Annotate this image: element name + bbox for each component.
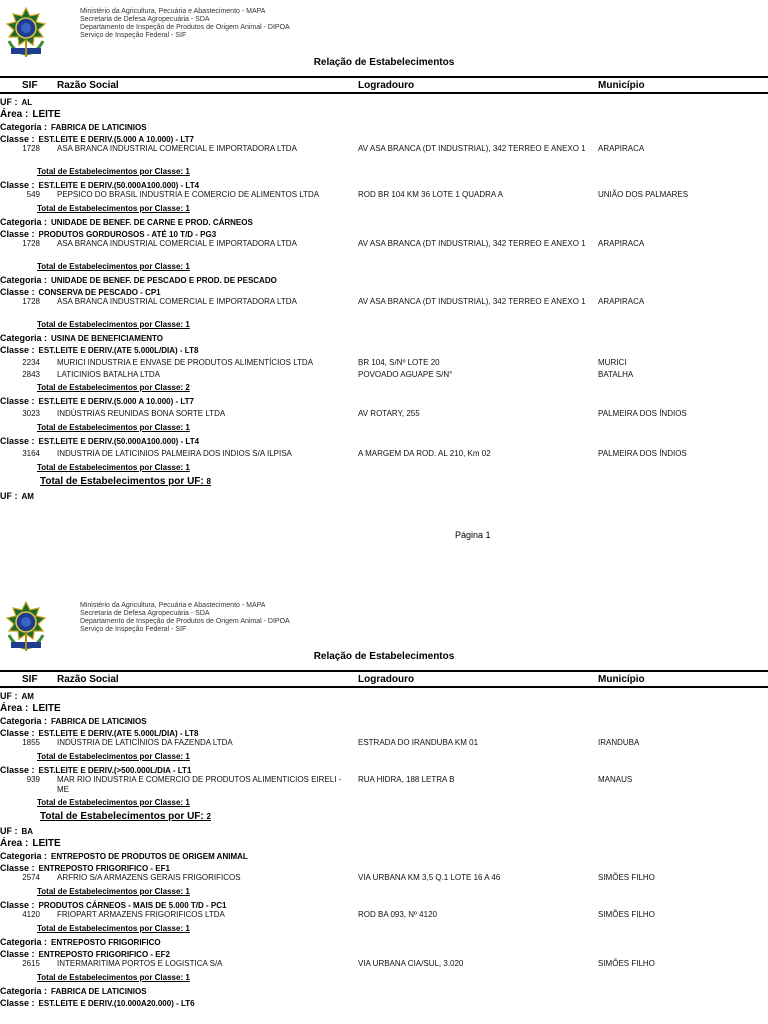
- total-classe-value: 1: [185, 973, 190, 982]
- classe-row: [0, 343, 768, 355]
- total-classe-label: Total de Estabelecimentos por Classe: 1: [37, 973, 190, 982]
- categoria-row: [0, 714, 768, 726]
- total-classe-value: 1: [185, 798, 190, 807]
- logradouro-cell: ESTRADA DO IRANDUBA KM 01: [358, 738, 479, 747]
- total-classe-value: 1: [185, 924, 190, 933]
- total-classe-value: 1: [185, 423, 190, 432]
- total-classe-value: 1: [185, 320, 190, 329]
- razao-social-cell: ASA BRANCA INDUSTRIAL COMERCIAL E IMPORTADORA LTDA: [57, 144, 297, 153]
- classe-label: Classe :: [0, 863, 35, 873]
- report-page-2: [0, 594, 768, 1024]
- brazil-coat-of-arms-icon: [3, 601, 49, 653]
- logradouro-cell: ROD BA 093, Nº 4120: [358, 910, 437, 919]
- column-header-municipio: Município: [598, 80, 645, 91]
- total-classe-label: Total de Estabelecimentos por Classe: 1: [37, 320, 190, 329]
- classe-value: EST.LEITE E DERIV.(50.000A100.000) - LT4: [38, 181, 200, 190]
- page-number: Página 1: [455, 530, 491, 540]
- classe-label: Classe :: [0, 436, 35, 446]
- area-value: LEITE: [32, 838, 61, 849]
- total-classe-row: [0, 886, 768, 898]
- total-classe-row: [0, 462, 768, 474]
- sif-cell: 2843: [22, 370, 40, 379]
- logradouro-cell: BR 104, S/Nº LOTE 20: [358, 358, 440, 367]
- razao-social-cell: INDUSTRIA DE LATICINIOS PALMEIRA DOS INDIOS S/A ILPISA: [57, 449, 292, 458]
- area-label: Área :: [0, 703, 29, 714]
- categoria-row: [0, 215, 768, 227]
- table-header: [0, 670, 768, 688]
- classe-row: [0, 394, 768, 406]
- logradouro-cell: POVOADO AGUAPE S/N°: [358, 370, 453, 379]
- area-row: [0, 700, 768, 714]
- total-classe-label: Total de Estabelecimentos por Classe: 1: [37, 262, 190, 271]
- brazil-coat-of-arms-icon: [3, 7, 49, 59]
- total-classe-value: 1: [185, 463, 190, 472]
- logradouro-cell: A MARGEM DA ROD. AL 210, Km 02: [358, 449, 491, 458]
- classe-label: Classe :: [0, 396, 35, 406]
- municipio-cell: SIMÕES FILHO: [598, 959, 655, 968]
- ministry-line: Ministério da Agricultura, Pecuária e Abastecimento - MAPA: [80, 8, 266, 15]
- classe-label: Classe :: [0, 728, 35, 738]
- uf-value: AL: [21, 98, 33, 107]
- razao-social-cell: MAR RIO INDUSTRIA E COMERCIO DE PRODUTOS ALIMENTICIOS EIRELI - ME: [57, 775, 342, 794]
- razao-social-cell: ASA BRANCA INDUSTRIAL COMERCIAL E IMPORTADORA LTDA: [57, 239, 297, 248]
- column-header-logradouro: Logradouro: [358, 674, 415, 685]
- sif-cell: 1855: [22, 738, 40, 747]
- ministry-line: Departamento de Inspeção de Produtos de Origem Animal - DIPOA: [80, 24, 290, 31]
- categoria-value: ENTREPOSTO FRIGORIFICO: [51, 938, 161, 947]
- table-row: [0, 775, 768, 797]
- table-row: [0, 959, 768, 972]
- classe-row: [0, 285, 768, 297]
- total-classe-row: [0, 261, 768, 273]
- area-value: LEITE: [32, 109, 61, 120]
- total-classe-row: [0, 972, 768, 984]
- total-classe-row: [0, 203, 768, 215]
- sif-cell: 2615: [22, 959, 40, 968]
- area-row: [0, 835, 768, 849]
- uf-row: [0, 689, 768, 700]
- categoria-row: [0, 984, 768, 996]
- total-uf-value: 8: [206, 477, 211, 486]
- page-gap: [0, 560, 768, 594]
- classe-row: [0, 996, 768, 1008]
- ministry-header: [80, 8, 290, 40]
- municipio-cell: SIMÕES FILHO: [598, 873, 655, 882]
- total-classe-label: Total de Estabelecimentos por Classe: 1: [37, 798, 190, 807]
- column-header-sif: SIF: [22, 80, 38, 91]
- classe-row: [0, 898, 768, 910]
- uf-label: UF :: [0, 691, 18, 701]
- classe-row: [0, 947, 768, 959]
- categoria-row: [0, 273, 768, 285]
- report-title: Relação de Estabelecimentos: [313, 57, 455, 68]
- categoria-row: [0, 120, 768, 132]
- column-header-logradouro: Logradouro: [358, 80, 415, 91]
- sif-cell: 1728: [22, 297, 40, 306]
- razao-social-cell: INDÚSTRIA DE LATICÍNIOS DA FAZENDA LTDA: [57, 738, 233, 747]
- table-row: [0, 873, 768, 886]
- logradouro-cell: VIA URBANA KM 3,5 Q.1 LOTE 16 A 46: [358, 873, 501, 882]
- razao-social-cell: ASA BRANCA INDUSTRIAL COMERCIAL E IMPORTADORA LTDA: [57, 297, 297, 306]
- ministry-line: Serviço de Inspeção Federal - SIF: [80, 626, 187, 633]
- categoria-label: Categoria :: [0, 937, 48, 947]
- classe-value: CONSERVA DE PESCADO - CP1: [38, 288, 161, 297]
- razao-social-cell: FRIOPART ARMAZENS FRIGORIFICOS LTDA: [57, 910, 225, 919]
- total-classe-label: Total de Estabelecimentos por Classe: 1: [37, 167, 190, 176]
- classe-label: Classe :: [0, 949, 35, 959]
- classe-value: EST.LEITE E DERIV.(5.000 A 10.000) - LT7: [38, 397, 194, 406]
- area-label: Área :: [0, 838, 29, 849]
- classe-label: Classe :: [0, 229, 35, 239]
- total-classe-row: [0, 319, 768, 331]
- total-classe-row: [0, 422, 768, 434]
- categoria-label: Categoria :: [0, 217, 48, 227]
- uf-row: [0, 489, 768, 500]
- logradouro-cell: AV ASA BRANCA (DT INDUSTRIAL), 342 TERREO E ANEXO 1: [358, 239, 586, 248]
- table-row: [0, 406, 768, 422]
- classe-value: ENTREPOSTO FRIGORIFICO - EF2: [38, 950, 170, 959]
- municipio-cell: PALMEIRA DOS ÍNDIOS: [598, 409, 687, 418]
- classe-row: [0, 726, 768, 738]
- total-classe-label: Total de Estabelecimentos por Classe: 2: [37, 383, 190, 392]
- total-classe-label: Total de Estabelecimentos por Classe: 1: [37, 752, 190, 761]
- logradouro-cell: RUA HIDRA, 188 LETRA B: [358, 775, 455, 784]
- total-classe-row: [0, 923, 768, 935]
- categoria-value: FABRICA DE LATICINIOS: [51, 123, 147, 132]
- categoria-label: Categoria :: [0, 716, 48, 726]
- column-header-municipio: Município: [598, 674, 645, 685]
- total-classe-label: Total de Estabelecimentos por Classe: 1: [37, 887, 190, 896]
- logradouro-cell: AV ASA BRANCA (DT INDUSTRIAL), 342 TERREO E ANEXO 1: [358, 297, 586, 306]
- table-row: [0, 355, 768, 370]
- uf-label: UF :: [0, 491, 18, 501]
- total-uf-label: Total de Estabelecimentos por UF: 2: [40, 811, 211, 822]
- classe-label: Classe :: [0, 134, 35, 144]
- total-classe-value: 1: [185, 262, 190, 271]
- classe-value: EST.LEITE E DERIV.(10.000A20.000) - LT6: [38, 999, 195, 1008]
- municipio-cell: ARAPIRACA: [598, 144, 645, 153]
- categoria-label: Categoria :: [0, 851, 48, 861]
- razao-social-cell: LATICINIOS BATALHA LTDA: [57, 370, 160, 379]
- categoria-value: UNIDADE DE BENEF. DE CARNE E PROD. CÁRNEOS: [51, 218, 253, 227]
- classe-value: EST.LEITE E DERIV.(5.000 A 10.000) - LT7: [38, 135, 194, 144]
- categoria-row: [0, 849, 768, 861]
- sif-cell: 3023: [22, 409, 40, 418]
- categoria-value: UNIDADE DE BENEF. DE PESCADO E PROD. DE PESCADO: [51, 276, 277, 285]
- ministry-line: Secretaria de Defesa Agropecuária - SDA: [80, 16, 210, 23]
- logradouro-cell: AV ASA BRANCA (DT INDUSTRIAL), 342 TERREO E ANEXO 1: [358, 144, 586, 153]
- total-uf-label: Total de Estabelecimentos por UF: 8: [40, 476, 211, 487]
- total-classe-label: Total de Estabelecimentos por Classe: 1: [37, 423, 190, 432]
- classe-label: Classe :: [0, 345, 35, 355]
- uf-value: AM: [21, 692, 34, 701]
- categoria-label: Categoria :: [0, 275, 48, 285]
- razao-social-cell: MURICI INDUSTRIA E ENVASE DE PRODUTOS ALIMENTÍCIOS LTDA: [57, 358, 314, 367]
- categoria-value: ENTREPOSTO DE PRODUTOS DE ORIGEM ANIMAL: [51, 852, 248, 861]
- categoria-row: [0, 331, 768, 343]
- uf-label: UF :: [0, 97, 18, 107]
- classe-label: Classe :: [0, 900, 35, 910]
- ministry-header: [80, 602, 290, 634]
- total-classe-label: Total de Estabelecimentos por Classe: 1: [37, 463, 190, 472]
- total-classe-value: 1: [185, 752, 190, 761]
- total-classe-row: [0, 797, 768, 809]
- total-classe-value: 1: [185, 204, 190, 213]
- uf-row: [0, 824, 768, 835]
- classe-row: [0, 763, 768, 775]
- uf-row: [0, 95, 768, 106]
- logradouro-cell: AV ROTARY, 255: [358, 409, 420, 418]
- table-header: [0, 76, 768, 94]
- table-row: [0, 144, 768, 166]
- uf-value: AM: [21, 492, 34, 501]
- total-classe-value: 2: [185, 383, 190, 392]
- classe-value: EST.LEITE E DERIV.(>500.000L/DIA - LT1: [38, 766, 192, 775]
- categoria-row: [0, 935, 768, 947]
- table-row: [0, 297, 768, 319]
- municipio-cell: SIMÕES FILHO: [598, 910, 655, 919]
- ministry-line: Serviço de Inspeção Federal - SIF: [80, 32, 187, 39]
- table-row: [0, 738, 768, 751]
- table-row: [0, 446, 768, 462]
- total-uf-row: [0, 474, 768, 489]
- razao-social-cell: INDÚSTRIAS REUNIDAS BONA SORTE LTDA: [57, 409, 226, 418]
- classe-label: Classe :: [0, 287, 35, 297]
- column-header-sif: SIF: [22, 674, 38, 685]
- classe-value: PRODUTOS GORDUROSOS - ATÉ 10 T/D - PG3: [38, 230, 217, 239]
- sif-cell: 1728: [22, 239, 40, 248]
- table-row: [0, 370, 768, 382]
- logradouro-cell: ROD BR 104 KM 36 LOTE 1 QUADRA A: [358, 190, 503, 199]
- table-row: [0, 910, 768, 923]
- razao-social-cell: PEPSICO DO BRASIL INDUSTRIA E COMERCIO DE ALIMENTOS LTDA: [57, 190, 320, 199]
- classe-value: PRODUTOS CÁRNEOS - MAIS DE 5.000 T/D - PC1: [38, 901, 227, 910]
- municipio-cell: UNIÃO DOS PALMARES: [598, 190, 689, 199]
- categoria-value: FABRICA DE LATICINIOS: [51, 717, 147, 726]
- razao-social-cell: ARFRIO S/A ARMAZENS GERAIS FRIGORIFICOS: [57, 873, 241, 882]
- uf-value: BA: [21, 827, 34, 836]
- logradouro-cell: VIA URBANA CIA/SUL, 3.020: [358, 959, 464, 968]
- categoria-label: Categoria :: [0, 333, 48, 343]
- classe-row: [0, 132, 768, 144]
- categoria-value: FABRICA DE LATICINIOS: [51, 987, 147, 996]
- categoria-label: Categoria :: [0, 122, 48, 132]
- municipio-cell: IRANDUBA: [598, 738, 640, 747]
- municipio-cell: ARAPIRACA: [598, 297, 645, 306]
- classe-value: ENTREPOSTO FRIGORIFICO - EF1: [38, 864, 170, 873]
- total-classe-label: Total de Estabelecimentos por Classe: 1: [37, 204, 190, 213]
- total-uf-value: 2: [206, 812, 211, 821]
- classe-label: Classe :: [0, 180, 35, 190]
- razao-social-cell: INTERMARITIMA PORTOS E LOGISTICA S/A: [57, 959, 223, 968]
- area-value: LEITE: [32, 703, 61, 714]
- sif-cell: 1728: [22, 144, 40, 153]
- sif-cell: 3164: [22, 449, 40, 458]
- ministry-line: Ministério da Agricultura, Pecuária e Abastecimento - MAPA: [80, 602, 266, 609]
- classe-value: EST.LEITE E DERIV.(ATE 5.000L/DIA) - LT8: [38, 346, 199, 355]
- sif-cell: 939: [26, 775, 40, 784]
- total-classe-value: 1: [185, 167, 190, 176]
- report-body: [0, 95, 768, 500]
- total-classe-row: [0, 382, 768, 394]
- sif-cell: 2234: [22, 358, 40, 367]
- categoria-value: USINA DE BENEFICIAMENTO: [51, 334, 164, 343]
- classe-row: [0, 434, 768, 446]
- sif-cell: 4120: [22, 910, 40, 919]
- ministry-line: Departamento de Inspeção de Produtos de Origem Animal - DIPOA: [80, 618, 290, 625]
- total-classe-label: Total de Estabelecimentos por Classe: 1: [37, 924, 190, 933]
- classe-row: [0, 227, 768, 239]
- table-row: [0, 239, 768, 261]
- classe-row: [0, 178, 768, 190]
- classe-row: [0, 861, 768, 873]
- categoria-label: Categoria :: [0, 986, 48, 996]
- total-uf-row: [0, 809, 768, 824]
- classe-label: Classe :: [0, 998, 35, 1008]
- total-classe-row: [0, 166, 768, 178]
- municipio-cell: BATALHA: [598, 370, 634, 379]
- classe-value: EST.LEITE E DERIV.(50.000A100.000) - LT4: [38, 437, 200, 446]
- classe-label: Classe :: [0, 765, 35, 775]
- report-title: Relação de Estabelecimentos: [313, 651, 455, 662]
- municipio-cell: ARAPIRACA: [598, 239, 645, 248]
- table-row: [0, 190, 768, 203]
- column-header-razao-social: Razão Social: [57, 80, 119, 91]
- municipio-cell: PALMEIRA DOS ÍNDIOS: [598, 449, 687, 458]
- uf-label: UF :: [0, 826, 18, 836]
- sif-cell: 549: [26, 190, 40, 199]
- area-row: [0, 106, 768, 120]
- municipio-cell: MURICI: [598, 358, 627, 367]
- column-header-razao-social: Razão Social: [57, 674, 119, 685]
- area-label: Área :: [0, 109, 29, 120]
- total-classe-row: [0, 751, 768, 763]
- municipio-cell: MANAUS: [598, 775, 633, 784]
- classe-value: EST.LEITE E DERIV.(ATE 5.000L/DIA) - LT8: [38, 729, 199, 738]
- ministry-line: Secretaria de Defesa Agropecuária - SDA: [80, 610, 210, 617]
- report-body: [0, 689, 768, 1008]
- total-classe-value: 1: [185, 887, 190, 896]
- sif-cell: 2574: [22, 873, 40, 882]
